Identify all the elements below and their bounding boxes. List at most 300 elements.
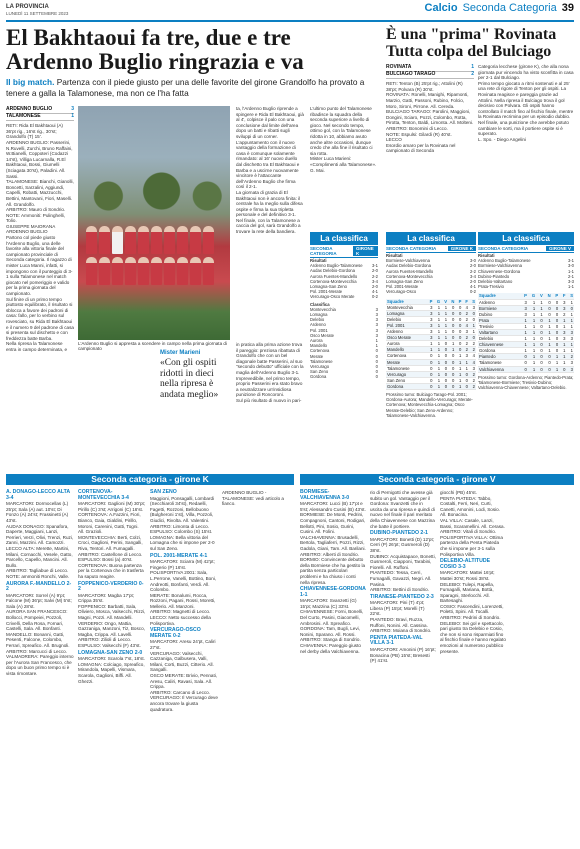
stat-cell: 1 [528, 348, 536, 354]
section-name: Calcio [424, 2, 458, 14]
stat-cell: 0 [426, 365, 433, 371]
team-name: Ardenno [310, 322, 326, 328]
team-name: Montevecchia [386, 304, 426, 310]
stat-cell: 0 [462, 371, 469, 377]
team-name: Gordona [310, 374, 327, 380]
stat-cell: 0 [559, 366, 566, 372]
match-report: MARCATORI: Bonetti (D) 12'pt; Cerri (P) 26'pt; Gusmeroli (D) 38'st. DUBINO: Acquistapace, Bonetti, Gusmeroli, Ciapponi, Tarabini, Fiorelli. All. Ruffoni. PIANTEDO: Tessa, Cerri, Fumagalli, Gavazzi, Negri. All. Pasina. ARBITRO: Bettini di Sondrio. [370, 536, 436, 593]
result-match: Aurora Fuentes-Mandello [386, 268, 434, 274]
stat-cell: 0 [544, 360, 552, 366]
result-match: Pol. 2001-Merate [386, 284, 419, 290]
stat-cell: 1 [528, 305, 536, 311]
result-match: Vercurago-Osco Merate [310, 294, 355, 300]
stat-cell: 1 [536, 305, 544, 311]
stat-cell: 1 [544, 342, 552, 348]
match-report: MARCATORI: Pini (T) 4'pt; Libera (P) 15'pt; Morelli (T) 22'st. PIANTEDO: Bravi, Ruzza, Ruffoni, Nonini. All. Cassina. ARBITRO: Moiana di Sondrio. [370, 600, 432, 634]
group-tag: GIRONE K [448, 246, 476, 251]
result-score: 2-2 [469, 268, 476, 274]
team-points: 1 [375, 338, 378, 344]
match-heading: SAN ZENO [150, 489, 177, 495]
side-story-col1 [386, 64, 474, 154]
stat-cell: 1 [528, 336, 536, 342]
standings-table [478, 293, 574, 372]
score-row [386, 72, 474, 80]
stat-cell: 1 [536, 299, 544, 305]
photo-players [86, 226, 222, 286]
column-header: S [469, 299, 476, 305]
team-points: 3 [375, 306, 378, 312]
team-name: Valchiavenna [478, 366, 520, 372]
stat-cell: 1 [433, 304, 441, 310]
team-name: Chiavennese [478, 342, 520, 348]
stat-cell: 1 [566, 311, 574, 317]
stat-cell: 1 [441, 316, 448, 322]
stat-cell: 0 [448, 377, 455, 383]
team-points: 0 [375, 348, 378, 354]
team-name: Pol. 2001 [386, 323, 426, 329]
result-score: 4-1 [371, 289, 378, 295]
result-score: 2-2 [371, 273, 378, 279]
stat-cell: 3 [462, 329, 469, 335]
result-score: 3-3 [567, 279, 574, 285]
stat-cell: 2 [462, 316, 469, 322]
result-score: 1-1 [567, 284, 574, 290]
stat-cell: 1 [426, 341, 433, 347]
column-header: G [433, 299, 441, 305]
standings-box-a [310, 232, 378, 380]
stat-cell: 0 [469, 335, 476, 341]
team-name: Osco Merate [386, 335, 426, 341]
stat-cell: 2 [462, 335, 469, 341]
results-title: Risultati [310, 258, 327, 263]
stat-cell: 0 [441, 365, 448, 371]
stat-cell: 1 [559, 348, 566, 354]
stat-cell: 2 [462, 341, 469, 347]
team-name: Gordona [386, 383, 426, 389]
team-name: Bormiese [478, 305, 520, 311]
stat-cell: 1 [520, 329, 528, 335]
result-match: Bormiese-Valchiavenna [478, 263, 522, 269]
stat-cell: 1 [520, 348, 528, 354]
result-score: 3-4 [371, 278, 378, 284]
quote-head: Mister Marieni [160, 350, 201, 356]
team-points: 0 [375, 364, 378, 370]
stat-cell: 0 [455, 310, 462, 316]
next-round: Prossimo turno: Bulciago Tarago-Pol. 2001; Gordona-Aurora; Mandello-Vercurago; Merate-Cortenova; Montevecchia-Lomagna; Osco Merate-Delebio; San Zeno-Ardenno; Talamonese-Valchiavenna. [386, 392, 473, 418]
stat-cell: 0 [544, 299, 552, 305]
result-match: Bormiese-Valchiavenna [386, 258, 430, 264]
result-score: 1-1 [567, 268, 574, 274]
results-col [440, 490, 506, 654]
match-report: MARCATORI: Gaglioni (M) 30'pt; Pirillo (C) 3'st; Arrigoni (C) 16'st. CORTENOVA: A.Fazzini, Fiori, Bianco, Gaia, Gialdini, Pirillo, Moroni, Carenini, Gatti, Togni. All. Grazioli. MONTEVECCHIA: Berti, Colzi, Croci, Gaglioni, Perini, Sangalli, Riva, Tentori. All. Fumagalli. ARBITRO: Castellone di Lecco. ESPULSO: Bossi (a) 40'st. CORTENOVA: Buona partenza per la Cortenova che in trasferta ha saputo reagire. [78, 501, 146, 579]
team-name: BULCIAGO TARAGO [386, 71, 436, 78]
match-report: MARCATORI: Amonini (P) 16'pt; Bonacina (PB) 15'st; Bresesti (P) 41'st. [370, 647, 436, 664]
team-name: Aurora [310, 338, 323, 344]
match-heading: CORTENOVA-MONTEVECCHIA 3-4 [78, 489, 129, 501]
side-scorebox [386, 64, 474, 79]
stat-cell: 0 [520, 354, 528, 360]
stat-cell: 1 [566, 299, 574, 305]
stat-cell: 0 [441, 359, 448, 365]
stat-cell: 3 [426, 335, 433, 341]
results-col [300, 490, 366, 654]
match-heading: DELEBIO-ALTITUDE COSIO 3-3 [440, 558, 491, 570]
team-name: San Zeno [310, 369, 329, 375]
match-report: ARDENNO BUGLIO - TALAMONESE: vedi articolo a fianco. [222, 490, 284, 507]
match-report: Maggioni, Ponsagalli, Lombardi (Secchiaroli 34'st), Redaelli, Fagetti, Rozzoni, Bellobuono (Bulgheroni 1'st), Villa, Pozzoli, Giudici, Rivolta. All. Valentini. ARBITRO: Limonta di Lecco. ESPULSO: Colombo (S) 15'st. LOMAGNA: Bella vittoria del Lomagna che si impone per 2-0 sul San Zeno. [150, 495, 215, 551]
column-header: Squadre [478, 293, 520, 299]
stat-cell: 4 [469, 353, 476, 359]
stat-cell: 1 [528, 354, 536, 360]
stat-cell: 0 [469, 316, 476, 322]
side-story-col2 [478, 64, 574, 142]
stat-cell: 1 [520, 336, 528, 342]
stat-cell: 0 [426, 353, 433, 359]
stat-cell: 1 [469, 323, 476, 329]
team-name: Gordona [478, 348, 520, 354]
result-score: 3-0 [567, 263, 574, 269]
result-match: Chiavennese-Gordona [478, 268, 521, 274]
match-report: giocchi (PB) 45'st. PENTA PIATEDA: Tabbo, Costalti, Ferri, Neri, Curti, Canetti, Amonini, Lodi, Sosio. All. Bonacina. VAL VILLA: Casale, Lanzi, Bassi, Scaramellini. All. Cerasa. ARBITRO: Vitali di Sondrio. POLISPORTIVA VILLA: Ottima partenza della Penta Piateda che si impone per 3-1 sulla Polisportiva Villa. [440, 490, 505, 557]
stat-cell: 1 [520, 342, 528, 348]
quote-text: «Con gli ospiti ridotti in dieci nella ripresa è andata meglio» [160, 358, 219, 400]
stat-cell: 1 [528, 366, 536, 372]
stat-cell: 0 [448, 316, 455, 322]
stat-cell: 0 [536, 366, 544, 372]
stat-cell: 0 [426, 359, 433, 365]
column-header: G [528, 293, 536, 299]
stat-cell: 0 [448, 383, 455, 389]
result-match: Lomagna-San Zeno [386, 279, 424, 285]
team-name: Piantedo [478, 354, 520, 360]
team-goals: 3 [71, 105, 74, 112]
column-header: P [552, 293, 560, 299]
stat-cell: 1 [559, 342, 566, 348]
stat-cell: 2 [469, 383, 476, 389]
stat-cell: 1 [455, 365, 462, 371]
stat-cell: 3 [559, 299, 566, 305]
stat-cell: 1 [528, 323, 536, 329]
team-name: Ardenno [386, 329, 426, 335]
stat-cell: 3 [559, 329, 566, 335]
stat-cell: 1 [433, 359, 441, 365]
team-name: ROVINATA [386, 63, 412, 70]
subsection-name: Seconda Categoria [462, 2, 557, 14]
stat-cell: 1 [455, 359, 462, 365]
team-goals: 1 [471, 63, 474, 70]
team-name: Talamonese [478, 360, 520, 366]
main-story-col4 [310, 106, 378, 173]
stat-cell: 0 [426, 377, 433, 383]
stat-cell: 0 [544, 354, 552, 360]
match-heading: TIRANESE-PIANTEDO 2-3 [370, 593, 434, 600]
stat-cell: 1 [544, 348, 552, 354]
stat-cell: 2 [462, 347, 469, 353]
stat-cell: 0 [544, 305, 552, 311]
stat-cell: 0 [426, 371, 433, 377]
stat-cell: 1 [566, 342, 574, 348]
header-rule [6, 20, 574, 22]
stat-cell: 1 [433, 365, 441, 371]
stat-cell: 0 [536, 329, 544, 335]
team-points: 3 [375, 322, 378, 328]
main-headline: El Bakhtaoui fa tre, due e tre Ardenno Buglio ringrazia e va [6, 25, 304, 74]
stat-cell: 1 [433, 347, 441, 353]
stat-cell: 1 [566, 348, 574, 354]
main-story-col3b [236, 342, 304, 404]
stat-cell: 0 [441, 371, 448, 377]
stat-cell: 0 [536, 342, 544, 348]
stat-cell: 3 [566, 360, 574, 366]
page-number: 39 [561, 2, 574, 14]
match-heading: CHIAVENNESE-GORDONA 1-1 [300, 586, 366, 598]
band-girone-v: Seconda categoria - girone V [300, 474, 574, 485]
stat-cell: 3 [469, 304, 476, 310]
stat-cell: 0 [441, 341, 448, 347]
stat-cell: 0 [536, 336, 544, 342]
stat-cell: 1 [520, 317, 528, 323]
stat-cell: 1 [544, 317, 552, 323]
stat-cell: 0 [455, 341, 462, 347]
results-list [310, 258, 378, 380]
result-row [310, 294, 378, 299]
story-text: in pratica alla prima azione trova il pareggio: preziosa ribattuta di Grandolfo che con un bel diagonale batte Passerini, al suo "secondo debutto" ufficiale con la maglia dell'Ardenno Buglio 3-1. Imprevedibile, nel primo tempo, proprio Passerini era stato bravo a neutralizzare un'insidiosa punizione di Roncoroni. Sul più risultato di nuovo in pari- [236, 342, 304, 403]
result-score: 2-0 [371, 268, 378, 274]
stat-cell: 1 [566, 317, 574, 323]
stat-cell: 0 [536, 354, 544, 360]
team-points: 0 [375, 353, 378, 359]
result-match: Ardenno Buglio-Talamonese [310, 263, 363, 269]
standings-row [310, 374, 378, 379]
result-score: 2-0 [469, 263, 476, 269]
standings-subheader [478, 245, 574, 253]
result-match: Dubino-Piantedo [478, 273, 510, 279]
team-name: Vercurago [310, 364, 330, 370]
match-report: MARCATORI: Mattei 16'pt; Mattei 30'st; Rossi 38'st. DELEBIO: Tulepi, Rapella, Fumagalli, Mariana, Bottà, Sparagni, Sterlocchi. All. Bartesaghi. COSIO: Fascendini, Lorenzetti, Poletti, Spini. All. Tocalli. ARBITRO: Pedrini di Sondrio. DELEBIO: Sei gol e spettacolo, pari giusto tra Delebio e Cosio, che non si sono risparmiati fino al fischio finale e hanno regalato emozioni al numeroso pubblico presente. [440, 570, 506, 654]
stat-cell: 2 [469, 347, 476, 353]
standings-row [478, 366, 574, 372]
standings-table [386, 299, 476, 390]
match-heading: BORMIESE-VALCHIAVENNA 3-0 [300, 489, 350, 501]
team-points: 3 [375, 327, 378, 333]
stat-cell: 3 [426, 316, 433, 322]
stat-cell: 1 [455, 371, 462, 377]
stat-cell: 3 [559, 336, 566, 342]
stat-cell: 1 [455, 383, 462, 389]
main-story-col1 [6, 106, 74, 353]
result-match: Cortenova-Montevecchia [310, 278, 357, 284]
column-header: P [426, 299, 433, 305]
result-match: Audax Delebio-Gordona [310, 268, 355, 274]
stat-cell: 1 [462, 359, 469, 365]
match-heading: LOMAGNA-SAN ZENO 2-0 [78, 649, 143, 656]
stat-cell: 1 [552, 360, 560, 366]
stat-cell: 1 [433, 316, 441, 322]
stat-cell: 0 [448, 304, 455, 310]
stat-cell: 0 [520, 360, 528, 366]
main-story-col3 [236, 106, 304, 235]
stat-cell: 0 [552, 305, 560, 311]
results-title: Risultati [478, 253, 495, 258]
results-col [222, 490, 290, 507]
standings-title: Classifica [310, 301, 330, 307]
stat-cell: 1 [559, 354, 566, 360]
group-tag: GIRONE V [546, 246, 574, 251]
stat-cell: 0 [441, 353, 448, 359]
stat-cell: 0 [536, 317, 544, 323]
result-score: 2-1 [567, 273, 574, 279]
result-score: 3-4 [469, 273, 476, 279]
column-header: F [462, 299, 469, 305]
stat-cell: 0 [552, 317, 560, 323]
match-heading: FOPPENICO-VERDERIO 0-2 [78, 580, 144, 593]
main-scorebox [6, 106, 74, 121]
stat-cell: 0 [552, 299, 560, 305]
stat-cell: 0 [448, 353, 455, 359]
story-text: RETI: Tenton (B) 25'pt rig.; Attolini (R) 38'pt; Polvara (R) 30'st. ROVINATA: Ronelli, Manighi, Ripamonti, Marzio, Gatti, Passoni, Rubino, Folcio, Moro, Sironi, Pirrone. All. Cereda. BULCIAGO TARAGO: Parolini, Maggioni, Dongini, Sciaro, Pozzi, Colombo, Rotta, Pirotta, Tenton, Baldi, Limonta. All. Molteni. ARBITRO: Bonomini di Lecco. NOTE: Espulsi: Gilardi (R) 40'st. LECCO Esordio amaro per la Rovinata nel campionato di Seconda [386, 81, 474, 154]
team-points: 3 [375, 332, 378, 338]
stat-cell: 3 [566, 366, 574, 372]
stat-cell: 0 [462, 383, 469, 389]
match-report: rio di Pernigotti che avesse già subito un gol. Vantaggio per il Gordona: Svanzetti che in uscita da una ripresa e quindi di nuovo nel finale il pari meritato della Chiavennese con Mazzina che batte il portiere. [370, 490, 435, 529]
result-score: 4-1 [469, 284, 476, 290]
match-report: MARCATORI: Magba 17'pt; Crippa 35'st. FOPPENICO: Barbatti, Sala, Oliviero, Mosca, Valsecchi, Rizzi, Magni, Pozzi. All. Mandelli. VERDERIO: Ongo, Mattia, Gazzaniga, Manzoni, Tiz, Bosco, Magba, Crippa. All. Lavelli. ARBITRO: Zilioli di Lecco. ESPULSO: Valsecchi (F) 43'st. [78, 592, 146, 649]
stat-cell: 0 [455, 347, 462, 353]
column-header: Squadre [386, 299, 426, 305]
column-header: F [559, 293, 566, 299]
result-row [386, 289, 476, 294]
stat-cell: 0 [455, 316, 462, 322]
stat-cell: 1 [544, 336, 552, 342]
team-name: Osco Merate [310, 332, 334, 338]
stat-cell: 0 [552, 311, 560, 317]
stat-cell: 0 [552, 348, 560, 354]
stat-cell: 1 [559, 323, 566, 329]
stat-cell: 3 [426, 329, 433, 335]
column-header: V [441, 299, 448, 305]
match-report: MARCATORI: Scarola 7'st, 18'st. LOMAGNA: Colciago, Spreafico, Mirandola, Mapelli, Vismara, Scarola, Gaglioni, Biffi. All. Ghezzi. [78, 656, 145, 684]
stat-cell: 1 [462, 365, 469, 371]
stat-cell: 1 [552, 366, 560, 372]
results-col [78, 490, 146, 684]
stat-cell: 3 [520, 305, 528, 311]
team-name: Merate [386, 359, 426, 365]
standings-header: La classifica [478, 232, 574, 245]
stat-cell: 1 [544, 329, 552, 335]
stat-cell: 1 [433, 341, 441, 347]
team-name: Cortenova [386, 353, 426, 359]
stat-cell: 0 [448, 329, 455, 335]
team-name: Tresivio [478, 323, 520, 329]
section-header [425, 2, 574, 14]
stat-cell: 1 [441, 329, 448, 335]
deck-lead: Il big match. [6, 77, 55, 87]
masthead [6, 4, 574, 18]
category-label: SECONDA CATEGORIA [386, 246, 437, 251]
result-match: Vercurago-Osco [386, 289, 417, 295]
story-text: RETI: Rida El Bakhtaoui (A) 36'pt rig., 16'st rig., 30'st; Grandolfo (T) 15'. ARDENNO BUGLIO: Passerini, N.Ruvelli, Zurchi, Bruno Raffaini, W.Bianelli, Coppoteri (Codazzi 14'st), Villiga Lucarnalla, R.El Bakhtaoui, Bossi, Giumelli (Sciagata 30'st), Paladini. All. Sassi. TALAMONESE: Bianchi, Gianolli, Boncetti, Sarzalini, Aggiundi, Capelli, Robatti, Mazzucchi, Bettini, Mantovani, Fiori, Maselli. All. Grandolfo. ARBITRO: Mauro di Sondrio. NOTE: Ammoniti: Pulinghelli, Tolio. GIUSEPPE MAIORANA ARDENNO BUGLIO Partono col piede giusto l'Ardenno Buglio, una delle favorite alla vittoria finale del campionato provinciale di Seconda categoria. Il ragazzo di mister Luca Manni, infatti, si impongono con il punteggio di 3-1 sulla Talamonese nel match giocato nel pomeriggio e valido per la prima giornata del campionato. Sul finire di un primo tempo piuttosto equilibrato, il risultato si sblocca a favore dei padroni di casa: fallo, per lo verbino sul rovesciato, su Rida El Bakhtaoui e il numero 9 del padrone di casa si presenta sul dischetto e con freddezza batte Barba. Nella ripresa la Talamonese entra in campo determinata, e [6, 123, 74, 352]
match-heading: A. DONAGO-LECCO ALTA 3-4 [6, 489, 70, 501]
stat-cell: 0 [544, 366, 552, 372]
side-headline: È una "prima" Rovinata Tutta colpa del Bulciago [386, 26, 557, 60]
deck-text: Partenza con il piede giusto per una delle favorite del girone Grandolfo ha provato a tenere a galla la Talamonese, ma non ce l'ha fatta [6, 77, 365, 98]
column-header: P [455, 299, 462, 305]
stat-cell: 3 [426, 310, 433, 316]
stat-cell: 4 [462, 304, 469, 310]
stat-cell: 3 [520, 311, 528, 317]
stat-cell: 0 [441, 383, 448, 389]
team-name: Dubino [478, 311, 520, 317]
stat-cell: 0 [455, 329, 462, 335]
stat-cell: 0 [448, 335, 455, 341]
stat-cell: 0 [441, 377, 448, 383]
stat-cell: 0 [426, 383, 433, 389]
team-name: Lomagna [310, 312, 328, 318]
team-points: 3 [375, 317, 378, 323]
stat-cell: 4 [469, 359, 476, 365]
match-report: MARCATORI: Sorrel (A) 9'pt; Falcone (M) 36'pt; Salvi (M) 5'st; Sala (A) 28'st. AURORA SAN FRANCESCO: Bollocci, Pompeiei, Pozzoli, Crivelli, Della Rosa, Fornari, Castelli, Sala. All. Bonfanti. MANDELLO: Bonanni, Gatti, Pesenti, Falcone, Colombo, Ferrari, Spreafico. All. Brugnoli. ARBITRO: Marcucci di Lecco. VALMADRERA: Pareggio interno per l'Aurora San Francesco, che dopo un buon primo tempo si è vista rimontare. [6, 592, 74, 676]
standings-row [386, 383, 476, 389]
match-heading: POL. 2001-MERATE 4-1 [150, 552, 208, 559]
stat-cell: 1 [528, 317, 536, 323]
photo-caption: L'Ardenno Buglio si appresta a scendere in campo nella prima giornata di campionato [78, 341, 227, 351]
team-name: Valtartano [478, 329, 520, 335]
stat-cell: 1 [528, 311, 536, 317]
team-name: Talamonese [310, 358, 333, 364]
team-points: 0 [375, 374, 378, 380]
stat-cell: 0 [536, 323, 544, 329]
team-name: Pol. 2001 [310, 327, 328, 333]
stat-cell: 1 [448, 347, 455, 353]
team-points: 0 [375, 369, 378, 375]
stat-cell: 0 [536, 360, 544, 366]
stat-cell: 0 [566, 305, 574, 311]
score-row [6, 114, 74, 122]
result-match: Lomagna-San Zeno [310, 284, 348, 290]
team-name: Prata [478, 317, 520, 323]
stat-cell: 0 [544, 311, 552, 317]
stat-cell: 1 [433, 335, 441, 341]
team-name: Ardenno [478, 299, 520, 305]
stat-cell: 1 [528, 329, 536, 335]
stat-cell: 1 [536, 311, 544, 317]
result-match: Audax Delebio-Gordona [386, 263, 431, 269]
result-row [478, 284, 574, 289]
column-header: N [544, 293, 552, 299]
standings-subheader [386, 245, 476, 253]
team-name: Aurora [386, 341, 426, 347]
stat-cell: 1 [455, 377, 462, 383]
stat-cell: 3 [566, 329, 574, 335]
stat-cell: 2 [566, 354, 574, 360]
stat-cell: 3 [566, 336, 574, 342]
stat-cell: 0 [448, 359, 455, 365]
column-header: N [448, 299, 455, 305]
paper-date: LUNEDÌ 11 SETTEMBRE 2023 [6, 11, 69, 16]
standings-box-c [478, 232, 574, 390]
match-heading: PENTA PIATEDA-VAL VILLA 3-1 [370, 634, 423, 647]
stat-cell: 1 [544, 323, 552, 329]
match-heading: VERCURAGO-OSCO MERATE 0-2 [150, 627, 201, 639]
result-score: 2-0 [371, 284, 378, 290]
group-tag: GIRONE K [353, 246, 378, 256]
match-heading: DUBINO-PIANTEDO 2-1 [370, 530, 428, 537]
team-name: Lomagna [386, 310, 426, 316]
stat-cell: 0 [455, 335, 462, 341]
result-match: Prata-Tresivio [478, 284, 504, 290]
stat-cell: 0 [455, 304, 462, 310]
stat-cell: 3 [520, 299, 528, 305]
